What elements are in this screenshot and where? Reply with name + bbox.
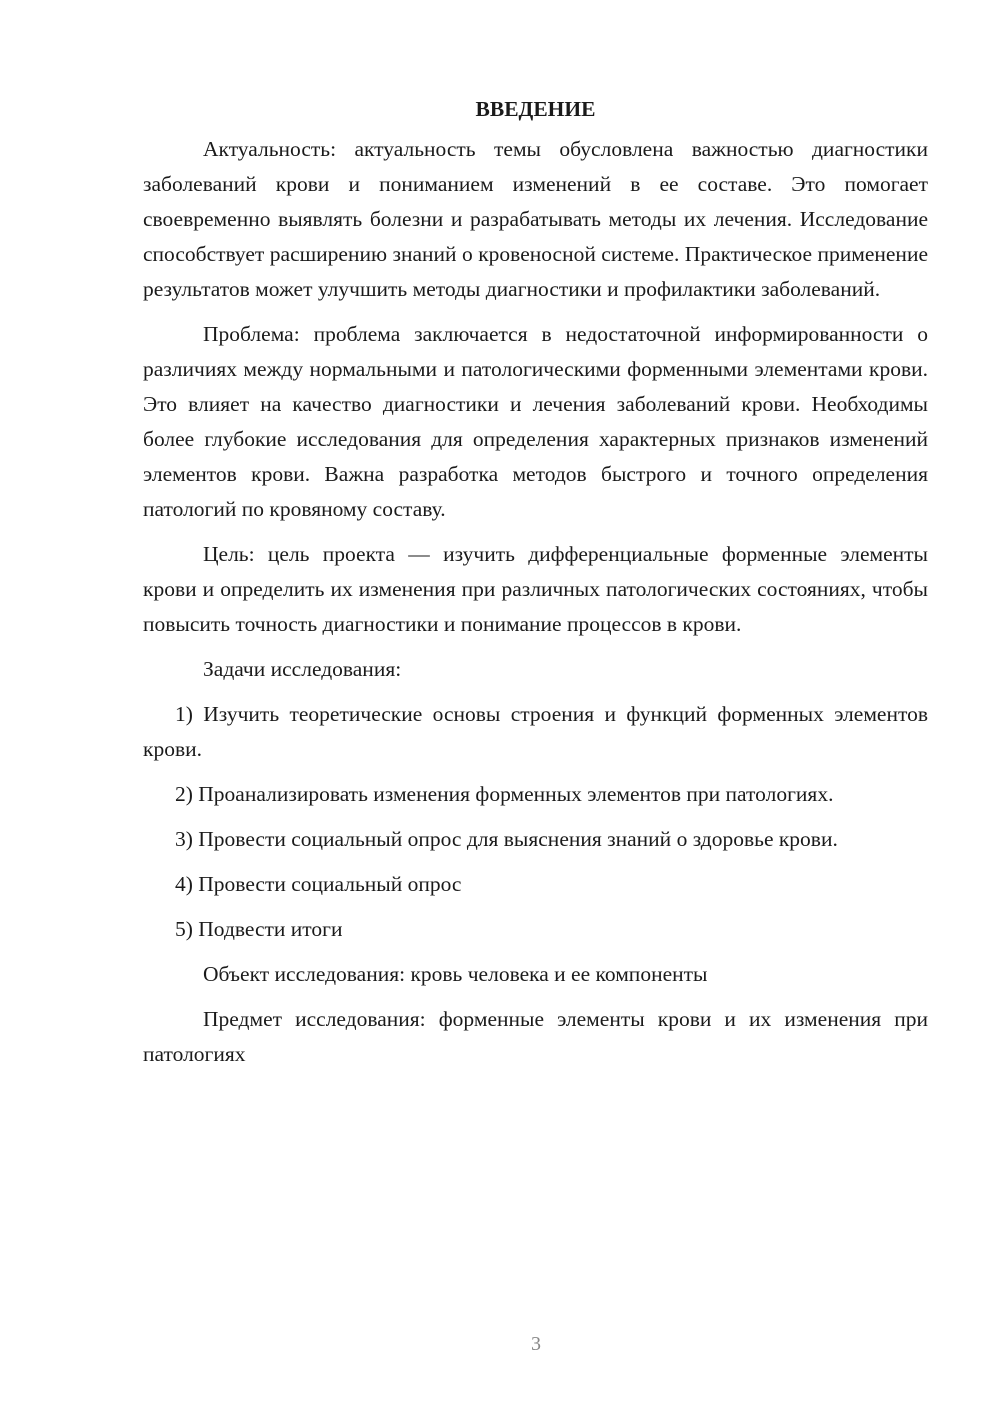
task-item-2: 2) Проанализировать изменения форменных элементов при патологиях. — [175, 782, 834, 806]
task-item-4: 4) Провести социальный опрос — [175, 872, 462, 896]
task-item-3: 3) Провести социальный опрос для выяснения знаний о здоровье крови. — [175, 827, 838, 851]
task-item-1: 1) Изучить теоретические основы строения и функций форменных элементов крови. — [143, 702, 928, 761]
section-heading: ВВЕДЕНИЕ — [475, 97, 596, 121]
task-item-5: 5) Подвести итоги — [175, 917, 343, 941]
relevance-paragraph: Актуальность: актуальность темы обусловлена важностью диагностики заболеваний крови и пониманием изменений в ее составе. Это помогает своевременно выявлять болезни и разрабатывать методы их лечения. Исследование способствует расширению знаний о кровеносной системе. Практическое применение результатов может улучшить методы диагностики и профилактики заболеваний. — [143, 137, 928, 301]
page-number: 3 — [531, 1333, 541, 1355]
goal-paragraph: Цель: цель проекта — изучить дифференциальные форменные элементы крови и определить их изменения при различных патологических состояниях, чтобы повысить точность диагностики и понимание процессов в крови. — [143, 542, 928, 636]
research-subject: Предмет исследования: форменные элементы крови и их изменения при патологиях — [143, 1007, 928, 1066]
page-content — [143, 92, 928, 1082]
problem-paragraph: Проблема: проблема заключается в недостаточной информированности о различиях между нормальными и патологическими форменными элементами крови. Это влияет на качество диагностики и лечения заболеваний крови. Необходимы более глубокие исследования для определения характерных признаков изменений элементов крови. Важна разработка методов быстрого и точного определения патологий по кровяному составу. — [143, 322, 928, 521]
research-object: Объект исследования: кровь человека и ее компоненты — [203, 962, 708, 986]
tasks-heading: Задачи исследования: — [203, 657, 402, 681]
